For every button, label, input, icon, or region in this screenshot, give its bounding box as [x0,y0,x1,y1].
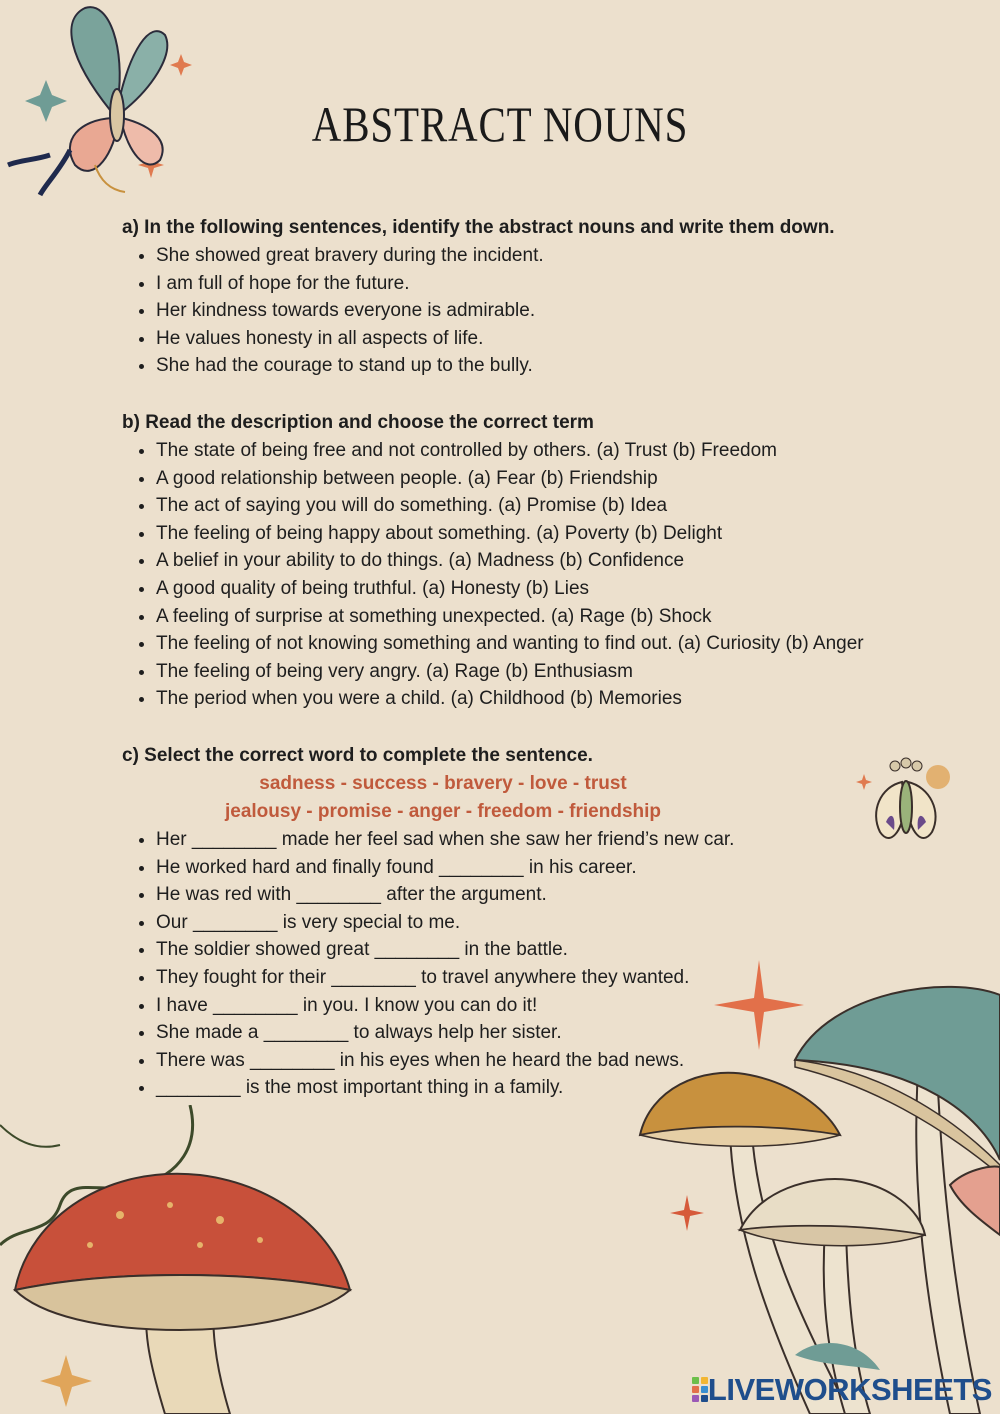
list-item: • A belief in your ability to do things. (a) Madness (b) Confidence [156,547,982,575]
section-a-heading: a) In the following sentences, identify the abstract nouns and write them down. [122,217,835,238]
list-item: • She had the courage to stand up to the bully. [156,352,982,380]
section-c-heading: c) Select the correct word to complete the sentence. [122,745,593,766]
list-item: • There was ________ in his eyes when he heard the bad news. [156,1047,982,1075]
mushroom-red-left [0,1105,360,1414]
list-item: • A good quality of being truthful. (a) Honesty (b) Lies [156,575,982,603]
list-item: • He values honesty in all aspects of life. [156,325,982,353]
liveworksheets-logo[interactable] [692,1372,992,1408]
list-item: • She showed great bravery during the incident. [156,242,982,270]
list-item: • The feeling of being happy about something. (a) Poverty (b) Delight [156,520,982,548]
list-item: • A good relationship between people. (a) Fear (b) Friendship [156,465,982,493]
list-item: • The feeling of being very angry. (a) Rage (b) Enthusiasm [156,658,982,686]
list-item: • Our ________ is very special to me. [156,909,982,937]
section-a [122,214,982,380]
list-item: • The act of saying you will do something. (a) Promise (b) Idea [156,492,982,520]
list-item: • I have ________ in you. I know you can do it! [156,992,982,1020]
list-item: • The period when you were a child. (a) Childhood (b) Memories [156,685,982,713]
list-item: • A feeling of surprise at something unexpected. (a) Rage (b) Shock [156,603,982,631]
list-item: • She made a ________ to always help her sister. [156,1019,982,1047]
list-item: • He was red with ________ after the argument. [156,881,982,909]
word-bank-line: jealousy - promise - anger - freedom - friendship [224,801,662,822]
list-item: • Her kindness towards everyone is admirable. [156,297,982,325]
section-b [122,409,982,713]
word-bank-line: sadness - success - bravery - love - trust [259,773,627,794]
list-item: • The feeling of not knowing something and wanting to find out. (a) Curiosity (b) Anger [156,630,982,658]
list-item: • The soldier showed great ________ in the battle. [156,936,982,964]
list-item: • The state of being free and not controlled by others. (a) Trust (b) Freedom [156,437,982,465]
list-item: • He worked hard and finally found ________ in his career. [156,854,982,882]
mushroom-cluster-right [620,975,1000,1414]
list-item: • They fought for their ________ to travel anywhere they wanted. [156,964,982,992]
logo-text: LIVEWORKSHEETS [707,1372,992,1407]
section-b-list [122,437,982,713]
section-a-list [122,242,982,380]
logo-mark-icon [692,1377,704,1403]
page-title: ABSTRACT NOUNS [311,96,689,152]
list-item: • I am full of hope for the future. [156,270,982,298]
section-b-heading: b) Read the description and choose the correct term [122,412,594,433]
moth-illustration [850,752,960,857]
list-item: • Her ________ made her feel sad when she saw her friend’s new car. [156,826,982,854]
list-item: • ________ is the most important thing in a family. [156,1074,982,1102]
